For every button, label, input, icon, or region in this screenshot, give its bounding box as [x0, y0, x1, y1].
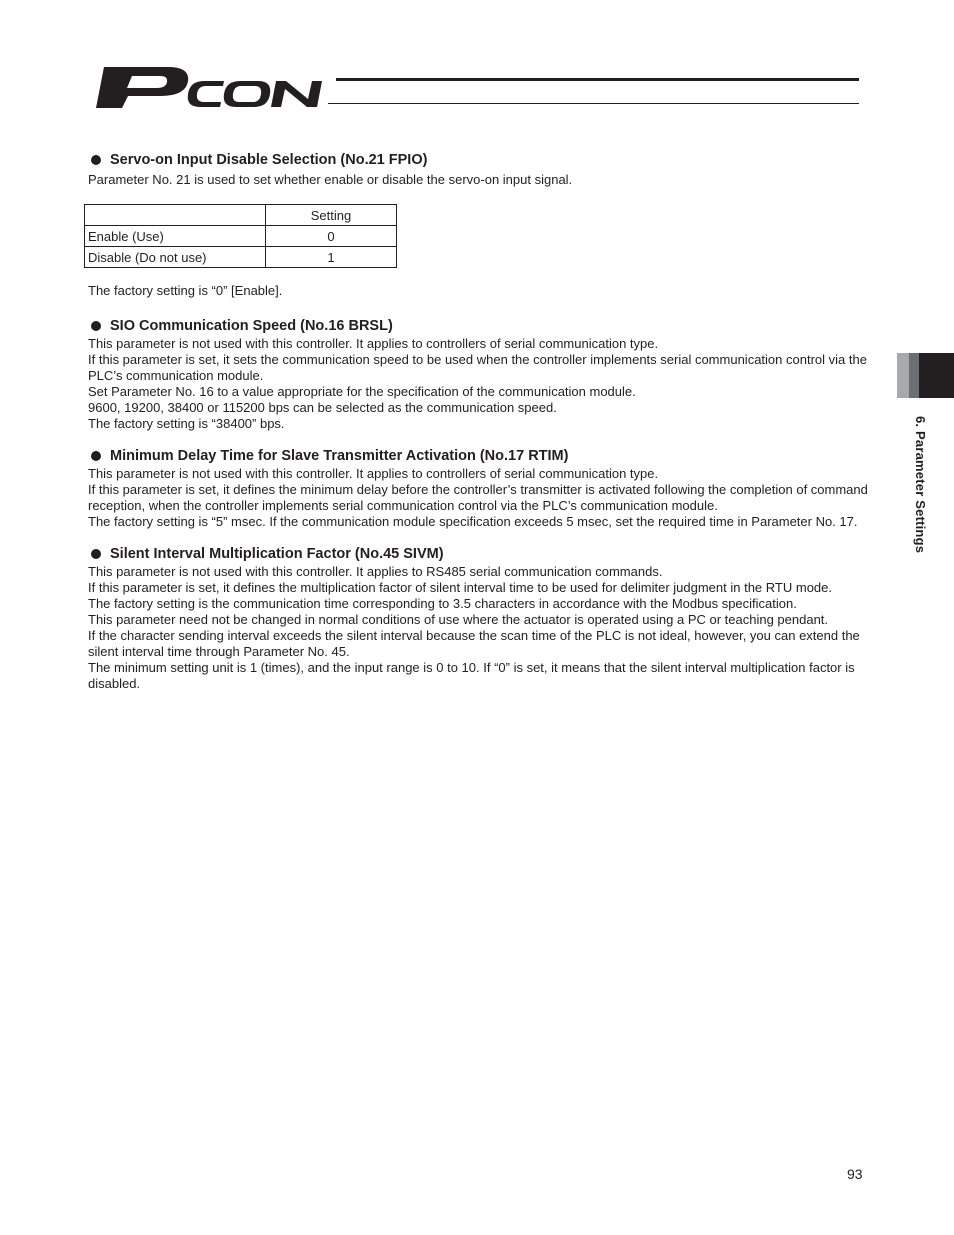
paragraph: 9600, 19200, 38400 or 115200 bps can be selected as the communication speed. — [88, 400, 557, 415]
paragraph: This parameter need not be changed in normal conditions of use where the actuator is operated using a PC or teaching pendant. — [88, 612, 829, 627]
section-heading: Minimum Delay Time for Slave Transmitter Activation (No.17 RTIM) — [88, 446, 870, 466]
table-cell: 1 — [266, 247, 397, 268]
section-heading: Silent Interval Multiplication Factor (No.45 SIVM) — [88, 544, 870, 564]
pcon-logo — [94, 64, 334, 110]
paragraph: The factory setting is the communication time corresponding to 3.5 characters in accordance with the Modbus specification. — [88, 596, 797, 611]
table-header-cell — [85, 205, 266, 226]
paragraph: The factory setting is “38400” bps. — [88, 416, 285, 431]
paragraph: If this parameter is set, it sets the communication speed to be used when the controller implements serial communication control via the PLC’s communication module. — [88, 352, 867, 383]
paragraph: Set Parameter No. 16 to a value appropriate for the specification of the communication module. — [88, 384, 636, 399]
header-rule-thick — [336, 78, 859, 81]
paragraph: The factory setting is “0” [Enable]. — [88, 283, 283, 298]
table-header-cell: Setting — [266, 205, 397, 226]
section-min-delay — [88, 446, 870, 530]
section-heading: Servo-on Input Disable Selection (No.21 FPIO) — [88, 150, 870, 170]
header-rule-thin — [328, 103, 859, 104]
setting-table — [84, 204, 397, 268]
chapter-tab-light — [897, 353, 909, 398]
paragraph: If this parameter is set, it defines the multiplication factor of silent interval time to be used for delimiter judgment in the RTU mode. — [88, 580, 832, 595]
bullet-icon — [91, 321, 101, 331]
table-header-row — [85, 205, 397, 226]
chapter-tab-dark — [919, 353, 954, 398]
main-content — [88, 150, 870, 692]
bullet-icon — [91, 155, 101, 165]
paragraph: The minimum setting unit is 1 (times), and the input range is 0 to 10. If “0” is set, it means that the silent interval multiplication factor is disabled. — [88, 660, 855, 691]
table-cell: 0 — [266, 226, 397, 247]
paragraph: This parameter is not used with this controller. It applies to controllers of serial communication type. — [88, 466, 659, 481]
section-sio-speed — [88, 316, 870, 432]
section-silent-interval — [88, 544, 870, 692]
paragraph: The factory setting is “5” msec. If the communication module specification exceeds 5 msec, set the required time in Parameter No. 17. — [88, 514, 858, 529]
section-heading: SIO Communication Speed (No.16 BRSL) — [88, 316, 870, 336]
chapter-tab-mid — [909, 353, 919, 398]
table-row — [85, 247, 397, 268]
paragraph: This parameter is not used with this controller. It applies to controllers of serial communication type. — [88, 336, 659, 351]
table-cell: Enable (Use) — [85, 226, 266, 247]
chapter-side-label: 6. Parameter Settings — [913, 416, 928, 554]
paragraph: Parameter No. 21 is used to set whether enable or disable the servo-on input signal. — [88, 172, 573, 187]
paragraph: If the character sending interval exceeds the silent interval because the scan time of the PLC is not ideal, however, you can extend the silent interval time through Parameter No. 45. — [88, 628, 860, 659]
page-number: 93 — [847, 1166, 863, 1182]
paragraph: If this parameter is set, it defines the minimum delay before the controller’s transmitter is activated following the completion of command reception, when the controller implements serial communication control via the PLC’s communication module. — [88, 482, 868, 513]
table-cell: Disable (Do not use) — [85, 247, 266, 268]
table-row — [85, 226, 397, 247]
bullet-icon — [91, 451, 101, 461]
section-servo-on — [88, 150, 870, 299]
paragraph: This parameter is not used with this controller. It applies to RS485 serial communication commands. — [88, 564, 663, 579]
bullet-icon — [91, 549, 101, 559]
